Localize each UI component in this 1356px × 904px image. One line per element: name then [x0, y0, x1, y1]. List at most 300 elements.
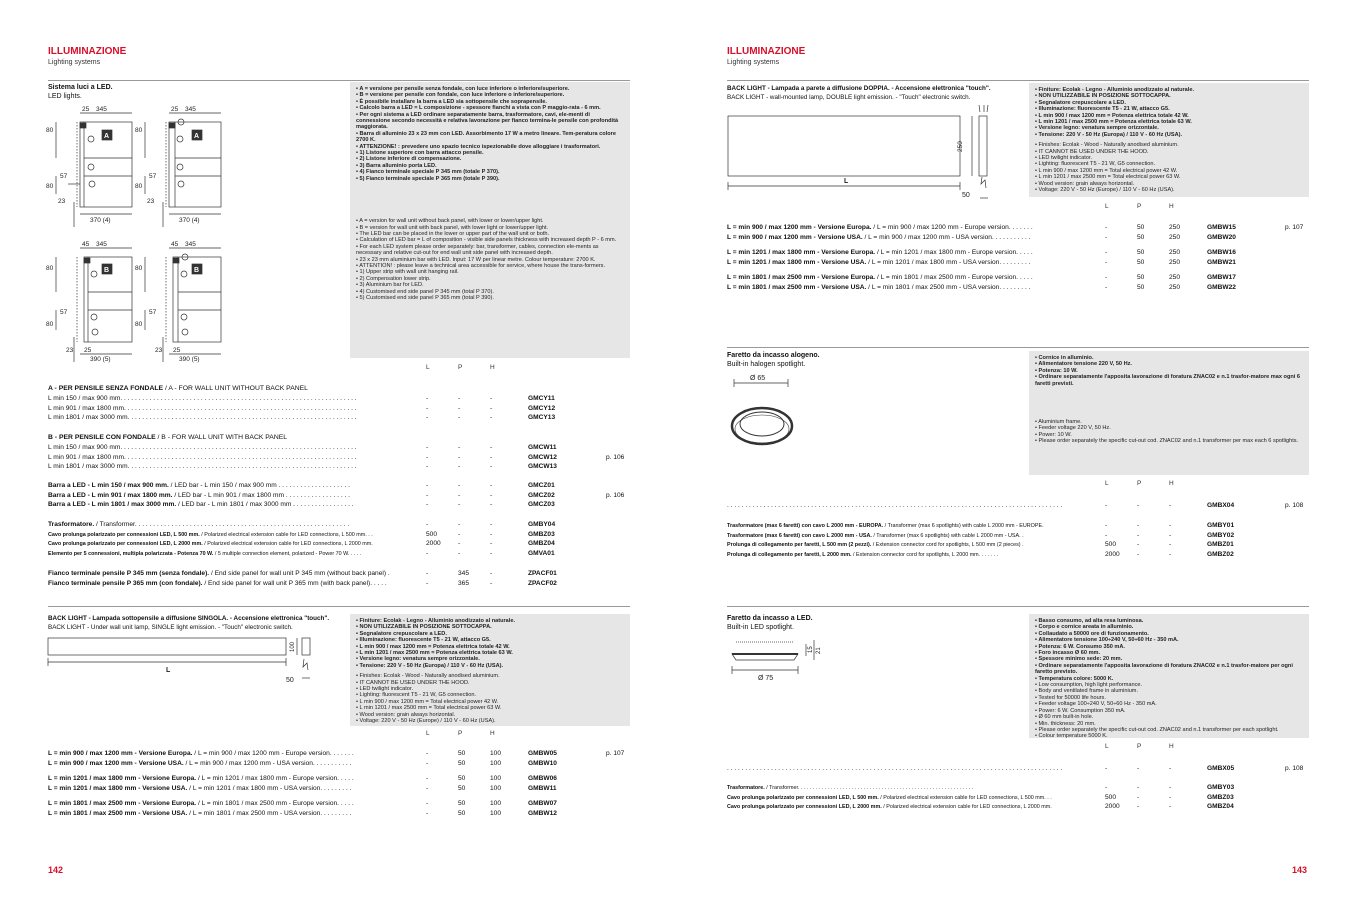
- note-item: • L min 900 / max 1200 mm = Potenza elettrica totale 42 W.: [356, 644, 624, 650]
- table-row: [48, 454, 628, 463]
- svg-text:B: B: [194, 267, 200, 274]
- note-item: • L min 1201 / max 2500 mm = Potenza elettrica totale 63 W.: [1035, 119, 1303, 125]
- note-item: • Power: 10 W.: [1035, 432, 1303, 438]
- note-item: • ATTENTION! : please leave a technical area accessible for service, where house the trans-formers.: [356, 263, 624, 269]
- cell-p: -: [458, 540, 461, 547]
- cell-l: -: [426, 404, 429, 412]
- svg-text:80: 80: [135, 183, 143, 190]
- cell-p: 50: [458, 759, 466, 767]
- note-item: • Versione legno: venatura sempre orizzontale.: [356, 656, 624, 662]
- page-reference[interactable]: p. 107: [606, 750, 625, 757]
- row-description: Trasformatore (max 6 faretti) con cavo L 2000 mm - EUROPA. / Transformer (max 6 spotlights) with cable L 2000 mm - EUROPE.: [727, 523, 1044, 529]
- cell-h: 100: [490, 809, 502, 817]
- cell-l: -: [426, 549, 429, 557]
- cell-h: -: [1169, 550, 1172, 558]
- note-item: • Alimentatore tensione 100÷240 V, 50÷60 Hz - 350 mA.: [1035, 637, 1303, 643]
- section-rule: [727, 347, 1309, 348]
- cell-h: 100: [490, 784, 502, 792]
- cell-l: -: [426, 750, 429, 757]
- table-row: [727, 803, 1307, 812]
- note-item: • Calculation of LED bar = L of composition - visible side panels thickness with increased depth P - 6 mm.: [356, 237, 624, 243]
- led-spot-diagram: [728, 638, 838, 684]
- cell-l: 500: [1105, 793, 1117, 801]
- cell-p: -: [1137, 784, 1140, 791]
- col-header-h: H: [1169, 480, 1174, 487]
- row-description: L = min 900 / max 1200 mm - Versione USA. / L = min 900 / max 1200 mm - USA version. . . . . . . . . . .: [727, 233, 1031, 241]
- note-item: • NON UTILIZZABILE IN POSIZIONE SOTTOCAPPA.: [1035, 93, 1303, 99]
- cell-l: -: [426, 491, 429, 499]
- svg-text:57: 57: [60, 309, 68, 316]
- led-spot-title: Faretto da incasso a LED. Built-in LED spotlight.: [727, 615, 813, 631]
- cell-p: 50: [1137, 283, 1145, 291]
- note-item: • Wood version: grain always horizontal.: [1035, 181, 1303, 187]
- product-code: GMCZ03: [528, 501, 555, 508]
- col-header-l: L: [426, 364, 430, 371]
- note-item: • 3) Barra alluminio porta LED.: [356, 163, 624, 169]
- product-code: GMBZ03: [1207, 793, 1234, 801]
- row-description: Cavo prolunga polarizzato per connessioni LED, L 500 mm. / Polarized electrical extension cable for LED connections, L 500 mm. . .: [48, 531, 373, 538]
- note-item: • Tested for 50000 life hours.: [1035, 695, 1303, 701]
- led-system-diagram: [44, 102, 224, 364]
- product-code: GMCW12: [528, 453, 557, 461]
- col-header-l: L: [1105, 203, 1109, 210]
- col-header-l: L: [426, 730, 430, 737]
- cell-p: -: [458, 395, 461, 402]
- row-description: L = min 1201 / max 1800 mm - Versione Europa. / L = min 1201 / max 1800 mm - Europe version. . . . .: [727, 249, 1033, 256]
- cell-p: -: [1137, 803, 1140, 810]
- cell-h: 100: [490, 750, 502, 757]
- row-description: Fianco terminale pensile P 365 mm (con fondale). / End side panel for wall unit P 365 mm (with back panel). . . . .: [48, 579, 387, 587]
- svg-text:80: 80: [46, 127, 54, 134]
- row-description: L = min 1801 / max 2500 mm - Versione USA. / L = min 1801 / max 2500 mm - USA version. . . . . . . . .: [48, 809, 352, 817]
- halogen-notes: [1029, 351, 1309, 475]
- cell-l: -: [426, 453, 429, 461]
- cell-l: -: [1105, 522, 1108, 529]
- cell-h: -: [490, 579, 493, 587]
- backlight-double-diagram: [726, 104, 1006, 202]
- table-row: [727, 794, 1307, 803]
- cell-h: 100: [490, 759, 502, 767]
- svg-text:L: L: [844, 178, 849, 185]
- row-description: . . . . . . . . . . . . . . . . . . . . . . . . . . . . . . . . . . . . . . . . . . . . . . . . . . . . . . . . . . . . . . . . . . . . . . . . . . . . . . . . . . . . . . . . . . . .: [727, 765, 1063, 772]
- table-row: [48, 550, 628, 559]
- note-item: • Finishes: Ecolak - Wood - Naturally anodised aluminium.: [1035, 142, 1303, 148]
- cell-p: -: [1137, 550, 1140, 558]
- table-row: [48, 521, 628, 530]
- cell-l: -: [426, 395, 429, 402]
- svg-text:80: 80: [135, 127, 143, 134]
- table-row: [48, 800, 628, 809]
- cell-p: -: [458, 404, 461, 412]
- product-code: GMBW17: [1207, 274, 1236, 281]
- note-item: • Finiture: Ecolak - Legno - Alluminio anodizzato al naturale.: [356, 618, 624, 624]
- cell-l: -: [426, 414, 429, 421]
- note-item: • 4) Fianco terminale speciale P 345 mm (totale P 370).: [356, 169, 624, 175]
- cell-p: -: [458, 501, 461, 508]
- table-row: [48, 785, 628, 794]
- svg-text:345: 345: [96, 106, 107, 113]
- cell-h: -: [1169, 502, 1172, 509]
- cell-l: -: [426, 579, 429, 587]
- table-row: [727, 784, 1307, 793]
- cell-l: -: [1105, 249, 1108, 256]
- col-header-l: L: [1105, 743, 1109, 750]
- note-item: • LED twilight indicator.: [356, 686, 624, 692]
- note-item: • Spessore minimo sede: 20 mm.: [1035, 656, 1303, 662]
- cell-h: -: [490, 463, 493, 470]
- section-rule: [727, 606, 1309, 607]
- note-item: • IT CANNOT BE USED UNDER THE HOOD.: [1035, 149, 1303, 155]
- product-code: GMCZ02: [528, 491, 555, 499]
- product-code: GMBW07: [528, 800, 557, 807]
- product-code: GMCW13: [528, 463, 557, 470]
- table-row: [727, 284, 1307, 293]
- product-code: GMCY11: [528, 395, 555, 402]
- product-code: ZPACF02: [528, 579, 557, 587]
- product-code: GMBW20: [1207, 233, 1236, 241]
- cell-p: -: [458, 530, 461, 538]
- note-item: • 2) Compensation lower strip.: [356, 276, 624, 282]
- cell-p: -: [458, 444, 461, 451]
- svg-text:23: 23: [66, 347, 74, 354]
- cell-p: 50: [458, 800, 466, 807]
- svg-text:80: 80: [46, 321, 54, 328]
- cell-h: -: [490, 414, 493, 421]
- product-code: GMCY13: [528, 414, 556, 421]
- note-item: • L min 900 / max 1200 mm = Potenza elettrica totale 42 W.: [1035, 113, 1303, 119]
- row-description: L = min 1801 / max 2500 mm - Versione USA. / L = min 1801 / max 2500 mm - USA version. . . . . . . . .: [727, 283, 1031, 291]
- note-item: • Versione legno: venatura sempre orizzontale.: [1035, 125, 1303, 131]
- note-item: • Collaudato a 50000 ore di funzionamento.: [1035, 631, 1303, 637]
- row-description: L = min 1201 / max 1800 mm - Versione Europa. / L = min 1201 / max 1800 mm - Europe version. . . . .: [48, 775, 354, 782]
- cell-p: -: [458, 463, 461, 470]
- led-system-title: Sistema luci a LED. LED lights.: [48, 84, 113, 100]
- note-item: • 23 x 23 mm aluminium bar with LED. Input: 17 W per linear metre. Colour temperature: 2700 K.: [356, 257, 624, 263]
- cell-l: -: [1105, 765, 1108, 772]
- svg-text:B: B: [104, 267, 110, 274]
- cell-p: 50: [1137, 274, 1145, 281]
- cell-h: 100: [490, 800, 502, 807]
- note-item: • 1) Upper strip with wall unit hanging rail.: [356, 269, 624, 275]
- product-code: ZPACF01: [528, 570, 557, 577]
- svg-text:25: 25: [84, 347, 92, 354]
- row-description: L = min 900 / max 1200 mm - Versione Europa. / L = min 900 / max 1200 mm - Europe version. . . . . . .: [48, 750, 354, 757]
- table-row: [48, 775, 628, 784]
- table-row: [727, 532, 1307, 541]
- cell-p: -: [1137, 793, 1140, 801]
- cell-h: -: [1169, 793, 1172, 801]
- row-description: L min 901 / max 1800 mm. . . . . . . . . . . . . . . . . . . . . . . . . . . . . . . . . . . . . . . . . . . . . . . . . . . . . . . . . . . . . . . .: [48, 453, 357, 461]
- row-description: . . . . . . . . . . . . . . . . . . . . . . . . . . . . . . . . . . . . . . . . . . . . . . . . . . . . . . . . . . . . . . . . . . . . . . . . . . . . . . . . . . . . . . . . . . . .: [727, 502, 1063, 509]
- note-item: • For each LED system please order separately: bar, transformer, cables, connection ele-ments as necessary and relative cut-out for end wall unit side panel with increased depth.: [356, 244, 624, 257]
- cell-h: -: [490, 404, 493, 412]
- svg-text:250: 250: [957, 141, 964, 152]
- product-code: GMBX04: [1207, 502, 1235, 509]
- note-item: • Ordinare separatamente l'apposita lavorazione di foratura ZNAC02 e n.1 trasfor-matore max ogni 6 faretti previsti.: [1035, 374, 1303, 387]
- note-item: • Min. thickness: 20 mm.: [1035, 721, 1303, 727]
- backlight-single-title: BACK LIGHT - Lampada sottopensile a diffusione SINGOLA. - Accensione elettronica "touch". BACK LIGHT - Under wall unit lamp, SINGLE light emission. - "Touch" electronic switch.: [48, 615, 330, 631]
- cell-h: 250: [1169, 233, 1181, 241]
- row-description: Trasformatore. / Transformer. . . . . . . . . . . . . . . . . . . . . . . . . . . . . . . . . . . . . . . . . . . . . . . . . . . . . . . . . . .: [727, 785, 974, 791]
- note-item: • Basso consumo, ad alta resa luminosa.: [1035, 618, 1303, 624]
- note-item: • 5) Fianco terminale speciale P 365 mm (totale P 390).: [356, 176, 624, 182]
- cell-h: -: [490, 482, 493, 489]
- note-item: • NON UTILIZZABILE IN POSIZIONE SOTTOCAPPA.: [356, 624, 624, 630]
- cell-p: -: [458, 453, 461, 461]
- table-row: [48, 414, 628, 423]
- cell-h: -: [1169, 784, 1172, 791]
- note-item: • 4) Customised end side panel P 345 mm (total P 370).: [356, 289, 624, 295]
- cell-h: 250: [1169, 274, 1181, 281]
- row-description: L = min 1801 / max 2500 mm - Versione Europa. / L = min 1801 / max 2500 mm - Europe version. . . . .: [727, 274, 1033, 281]
- note-item: • 1) Listone superiore con barra attacco pensile.: [356, 150, 624, 156]
- cell-l: -: [426, 809, 429, 817]
- cell-p: 50: [458, 809, 466, 817]
- col-header-h: H: [1169, 743, 1174, 750]
- svg-text:23: 23: [147, 198, 155, 205]
- page-reference[interactable]: p. 108: [1285, 502, 1304, 509]
- svg-text:80: 80: [46, 265, 54, 272]
- cell-l: -: [426, 775, 429, 782]
- product-code: GMBZ04: [1207, 803, 1234, 810]
- col-header-p: P: [1137, 743, 1142, 750]
- note-item: • Voltage: 220 V - 50 Hz (Europe) / 110 V - 60 Hz (USA).: [1035, 187, 1303, 193]
- table-row: [727, 522, 1307, 531]
- cell-l: -: [426, 800, 429, 807]
- cell-l: 500: [426, 530, 438, 538]
- table-row: [727, 541, 1307, 550]
- product-code: GMBW21: [1207, 258, 1236, 266]
- row-description: L min 150 / max 900 mm. . . . . . . . . . . . . . . . . . . . . . . . . . . . . . . . . . . . . . . . . . . . . . . . . . . . . . . . . . . . . . . . .: [48, 395, 357, 402]
- table-row: [727, 259, 1307, 268]
- page-number-left: 142: [48, 865, 64, 875]
- note-item: • Illuminazione: fluorescente T5 - 21 W, attacco G5.: [356, 637, 624, 643]
- note-item: • A = version for wall unit without back panel, with lower or lower/upper light.: [356, 218, 624, 224]
- product-code: GMBW16: [1207, 249, 1236, 256]
- cell-l: 2000: [426, 540, 441, 547]
- table-row: [48, 395, 628, 404]
- row-description: Trasformatore. / Transformer. . . . . . . . . . . . . . . . . . . . . . . . . . . . . . . . . . . . . . . . . . . . . . . . . . . . . . . . . . .: [48, 521, 350, 528]
- product-code: GMBY02: [1207, 531, 1235, 539]
- note-item: • Power: 6 W. Consumption 350 mA.: [1035, 708, 1303, 714]
- svg-text:390 (5): 390 (5): [90, 356, 111, 363]
- note-item: • Wood version: grain always horizontal.: [356, 712, 624, 718]
- row-description: L min 901 / max 1800 mm. . . . . . . . . . . . . . . . . . . . . . . . . . . . . . . . . . . . . . . . . . . . . . . . . . . . . . . . . . . . . . . .: [48, 404, 357, 412]
- note-item: • Low consumption, high light performance.: [1035, 682, 1303, 688]
- table-row: [727, 502, 1307, 511]
- product-code: GMBZ02: [1207, 550, 1234, 558]
- cell-p: -: [458, 414, 461, 421]
- table-row: [48, 463, 628, 472]
- product-code: GMBW15: [1207, 224, 1236, 231]
- backlight-double-notes: [1029, 83, 1309, 197]
- svg-text:57: 57: [149, 173, 157, 180]
- col-header-h: H: [490, 730, 495, 737]
- row-description: L min 1801 / max 3000 mm. . . . . . . . . . . . . . . . . . . . . . . . . . . . . . . . . . . . . . . . . . . . . . . . . . . . . . . . . . . . . . .: [48, 463, 357, 470]
- note-item: • The LED bar can be placed in the lower or upper part of the wall unit or both.: [356, 231, 624, 237]
- table-row: [727, 765, 1307, 774]
- cell-h: -: [490, 530, 493, 538]
- section-rule: [727, 80, 1309, 81]
- table-row: [727, 274, 1307, 283]
- cell-h: -: [490, 444, 493, 451]
- halogen-diagram: [728, 371, 800, 451]
- note-item: • Ø 60 mm built-in hole.: [1035, 714, 1303, 720]
- cell-l: -: [426, 482, 429, 489]
- col-header-p: P: [458, 730, 463, 737]
- row-description: L = min 900 / max 1200 mm - Versione USA. / L = min 900 / max 1200 mm - USA version. . . . . . . . . . .: [48, 759, 352, 767]
- svg-text:57: 57: [60, 173, 68, 180]
- cell-l: -: [1105, 224, 1108, 231]
- note-item: • Body and ventilated frame in aluminium.: [1035, 688, 1303, 694]
- cell-h: -: [1169, 531, 1172, 539]
- product-code: GMBW11: [528, 784, 557, 792]
- note-item: • IT CANNOT BE USED UNDER THE HOOD.: [356, 680, 624, 686]
- svg-text:370 (4): 370 (4): [90, 217, 111, 224]
- cell-h: 250: [1169, 283, 1181, 291]
- svg-text:25: 25: [82, 106, 90, 113]
- svg-text:100: 100: [290, 641, 296, 652]
- row-description: Cavo prolunga polarizzato per connessioni LED, L 2000 mm. / Polarized electrical extension cable for LED connections, L 2000 mm.: [48, 541, 373, 547]
- cell-p: 50: [1137, 224, 1145, 231]
- cell-l: -: [1105, 784, 1108, 791]
- page-reference[interactable]: p. 106: [606, 491, 625, 499]
- cell-h: -: [490, 453, 493, 461]
- note-item: • Ordinare separatamente l'apposita lavorazione di foratura ZNAC02 e n.1 trasfor-matore per ogni faretto previsto.: [1035, 663, 1303, 676]
- cell-l: -: [426, 759, 429, 767]
- halogen-title: Faretto da incasso alogeno. Built-in halogen spotlight.: [727, 352, 820, 368]
- cell-p: -: [458, 491, 461, 499]
- cell-p: -: [458, 521, 461, 528]
- row-description: Trasformatore (max 6 faretti) con cavo L 2000 mm - USA. / Transformer (max 6 spotlights) with cable L 2000 mm - USA. .: [727, 532, 1024, 539]
- svg-text:45: 45: [82, 241, 90, 248]
- note-item: • Potenza: 6 W. Consumo 350 mA.: [1035, 644, 1303, 650]
- note-item: • Tensione: 220 V - 50 Hz (Europa) / 110 V - 60 Hz (USA).: [356, 663, 624, 669]
- table-row: [48, 501, 628, 510]
- note-item: • Feeder voltage 220 V, 50 Hz.: [1035, 425, 1303, 431]
- row-description: Barra a LED - L min 1801 / max 3000 mm. / LED bar - L min 1801 / max 3000 mm . . . . . . . . . . . . . . . . .: [48, 501, 354, 508]
- svg-text:25: 25: [173, 347, 181, 354]
- row-description: Prolunga di collegamento per faretti, L 500 mm (2 pezzi). / Extension connector cord for spotlights, L 500 mm (2 pieces) .: [727, 542, 1024, 548]
- backlight-single-diagram: [46, 634, 316, 686]
- svg-text:23: 23: [155, 347, 163, 354]
- svg-text:390 (5): 390 (5): [179, 356, 200, 363]
- svg-text:L: L: [166, 667, 171, 674]
- page-subtitle-left: Lighting systems: [48, 59, 101, 66]
- product-code: GMBY04: [528, 521, 556, 528]
- row-description: Barra a LED - L min 150 / max 900 mm. / LED bar - L min 150 / max 900 mm . . . . . . . . . . . . . . . . . . . .: [48, 482, 350, 489]
- svg-text:80: 80: [135, 265, 143, 272]
- cell-h: 250: [1169, 224, 1181, 231]
- note-item: • Cornice in alluminio.: [1035, 355, 1303, 361]
- cell-p: -: [458, 482, 461, 489]
- table-row: [48, 405, 628, 414]
- cell-h: -: [490, 540, 493, 547]
- cell-l: -: [1105, 233, 1108, 241]
- row-description: L = min 1201 / max 1800 mm - Versione USA. / L = min 1201 / max 1800 mm - USA version. . . . . . . . .: [48, 784, 352, 792]
- product-code: GMBY01: [1207, 522, 1235, 529]
- table-row: [48, 444, 628, 453]
- page-reference[interactable]: p. 106: [606, 453, 625, 461]
- row-description: L min 150 / max 900 mm. . . . . . . . . . . . . . . . . . . . . . . . . . . . . . . . . . . . . . . . . . . . . . . . . . . . . . . . . . . . . . . . .: [48, 444, 357, 451]
- table-row: [727, 224, 1307, 233]
- note-item: • Finishes: Ecolak - Wood - Naturally anodised aluminium.: [356, 673, 624, 679]
- cell-p: 365: [458, 579, 470, 587]
- note-item: • A = versione per pensile senza fondale, con luce inferiore o inferiore/superiore.: [356, 86, 624, 92]
- svg-text:A: A: [194, 133, 200, 140]
- cell-l: -: [426, 570, 429, 577]
- svg-text:45: 45: [171, 241, 179, 248]
- cell-h: -: [1169, 522, 1172, 529]
- cell-l: -: [1105, 502, 1108, 509]
- cell-p: 50: [458, 784, 466, 792]
- page-reference[interactable]: p. 107: [1285, 224, 1304, 231]
- row-description: L = min 1201 / max 1800 mm - Versione USA. / L = min 1201 / max 1800 mm - USA version. . . . . . . . .: [727, 258, 1031, 266]
- table-row: [48, 810, 628, 819]
- svg-text:57: 57: [149, 309, 157, 316]
- table-row: [48, 570, 628, 579]
- group-b-title: B - PER PENSILE CON FONDALE / B - FOR WALL UNIT WITH BACK PANEL: [48, 434, 288, 441]
- cell-p: 50: [1137, 249, 1145, 256]
- col-header-l: L: [1105, 480, 1109, 487]
- note-item: • Please order separately the specific cut-out cod. ZNAC02 and n.1 transformer per each spotlight.: [1035, 727, 1303, 733]
- cell-h: -: [490, 549, 493, 557]
- svg-text:80: 80: [135, 321, 143, 328]
- cell-p: 50: [1137, 233, 1145, 241]
- cell-p: 345: [458, 570, 470, 577]
- svg-text:Ø 65: Ø 65: [750, 375, 766, 382]
- product-code: GMCW11: [528, 444, 557, 451]
- note-item: • Corpo e cornice areata in alluminio.: [1035, 624, 1303, 630]
- table-row: [48, 482, 628, 491]
- product-code: GMBZ04: [528, 540, 555, 547]
- backlight-single-notes: [350, 614, 630, 726]
- cell-l: -: [426, 501, 429, 508]
- svg-text:Ø 75: Ø 75: [758, 675, 774, 682]
- note-item: • 5) Customised end side panel P 365 mm (total P 390).: [356, 295, 624, 301]
- product-code: GMBZ03: [528, 530, 555, 538]
- note-item: • Alimentatore tensione 220 V, 50 Hz.: [1035, 361, 1303, 367]
- product-code: GMBW10: [528, 759, 557, 767]
- cell-p: 50: [458, 750, 466, 757]
- page-title-left: ILLUMINAZIONE: [48, 46, 127, 57]
- page-reference[interactable]: p. 108: [1285, 765, 1304, 772]
- section-rule: [48, 606, 630, 607]
- note-item: • Finiture: Ecolak - Legno - Alluminio anodizzato al naturale.: [1035, 87, 1303, 93]
- note-item: • Voltage: 220 V - 50 Hz (Europe) / 110 V - 60 Hz (USA).: [356, 718, 624, 724]
- cell-h: -: [490, 570, 493, 577]
- row-description: Prolunga di collegamento per faretti, L 2000 mm. / Extension connector cord for spotlights, L 2000 mm. . . . . . .: [727, 551, 999, 558]
- svg-text:A: A: [104, 133, 110, 140]
- svg-text:80: 80: [46, 183, 54, 190]
- product-code: GMBZ01: [1207, 541, 1234, 548]
- cell-l: -: [1105, 274, 1108, 281]
- note-item: • L min 1201 / max 2500 mm = Total electrical power 63 W.: [1035, 174, 1303, 180]
- table-row: [48, 540, 628, 549]
- cell-l: -: [426, 784, 429, 792]
- cell-h: 250: [1169, 258, 1181, 266]
- led-system-notes: [350, 82, 630, 358]
- note-item: • Colour temperature 5000 K.: [1035, 733, 1303, 738]
- svg-text:25: 25: [171, 106, 179, 113]
- page-number-right: 143: [1292, 865, 1308, 875]
- col-header-h: H: [490, 364, 495, 371]
- svg-text:345: 345: [185, 106, 196, 113]
- cell-h: -: [1169, 541, 1172, 548]
- table-row: [48, 531, 628, 540]
- note-item: • Segnalatore crepuscolare a LED.: [356, 631, 624, 637]
- product-code: GMBY03: [1207, 784, 1235, 791]
